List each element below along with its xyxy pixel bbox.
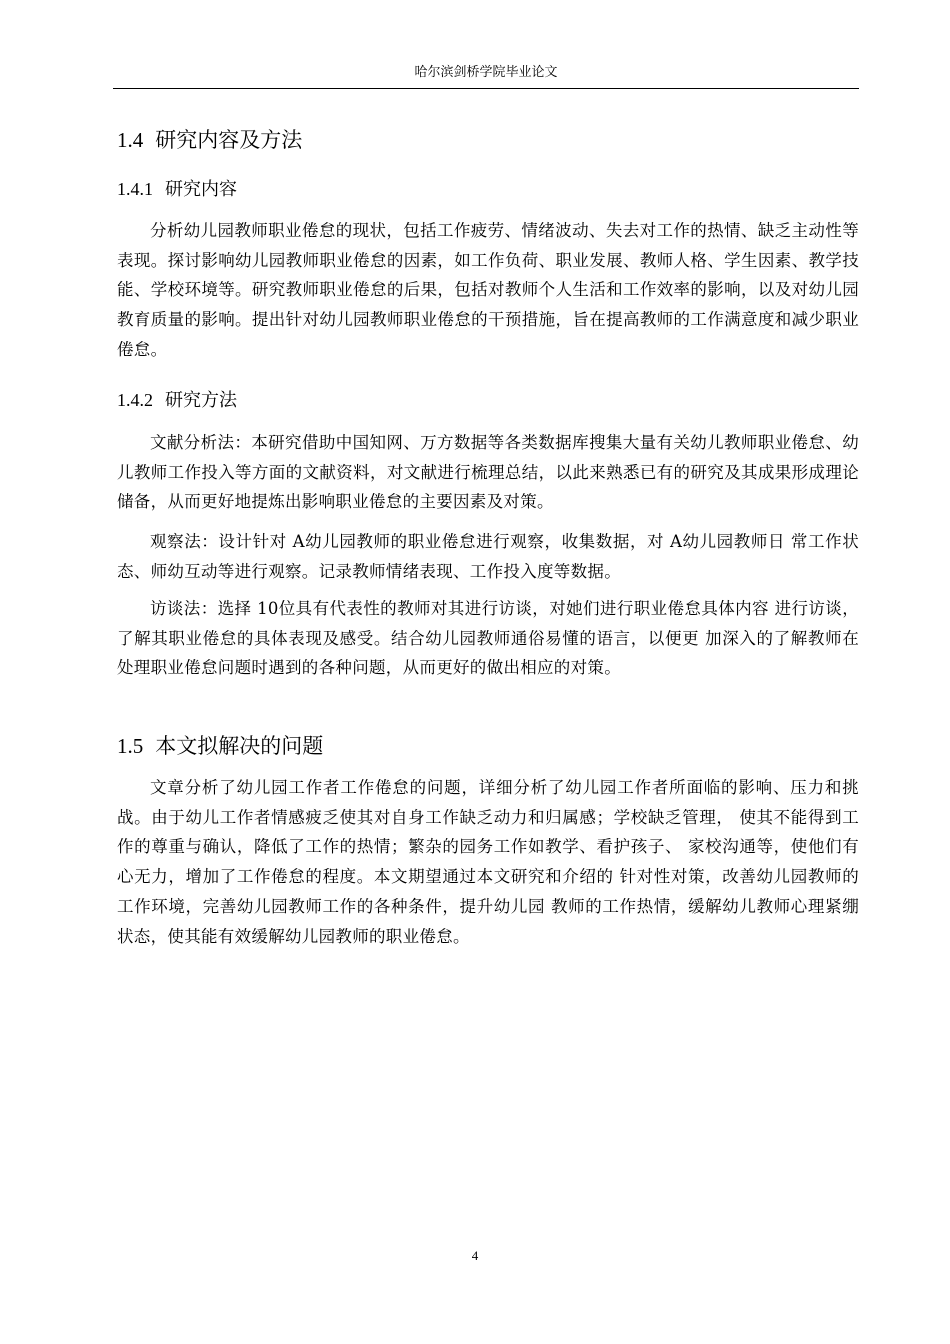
heading-title: 研究方法 bbox=[165, 390, 237, 411]
paragraph-interview-method: 访谈法：选择 10位具有代表性的教师对其进行访谈，对她们进行职业倦怠具体内容 进行访谈，了解其职业倦怠的具体表现及感受。结合幼儿园教师通俗易懂的语言，以便更 加深入的了解教师在处理职业倦怠问题时遇到的各种问题，从而更好的做出相应的对策。 bbox=[117, 599, 859, 678]
heading-number: 1.5 bbox=[117, 734, 144, 758]
running-header: 哈尔滨剑桥学院毕业论文 bbox=[414, 65, 558, 80]
header-rule bbox=[113, 88, 859, 89]
heading-1-4 bbox=[117, 126, 302, 154]
heading-1-4-2 bbox=[117, 387, 237, 414]
paragraph-observation-method: 观察法：设计针对 A幼儿园教师的职业倦怠进行观察，收集数据，对 A幼儿园教师日 常工作状态、师幼互动等进行观察。记录教师情绪表现、工作投入度等数据。 bbox=[117, 532, 859, 581]
heading-title: 研究内容及方法 bbox=[155, 128, 303, 152]
heading-title: 研究内容 bbox=[165, 179, 237, 200]
paragraph-problems: 文章分析了幼儿园工作者工作倦怠的问题，详细分析了幼儿园工作者所面临的影响、压力和挑战。由于幼儿工作者情感疲乏使其对自身工作缺乏动力和归属感；学校缺乏管理， 使其不能得到工作的尊重与确认，降低了工作的热情；繁杂的园务工作如教学、看护孩子、 家校沟通等，使他们有心无力，增加了工作倦怠的程度。本文期望通过本文研究和介绍的 针对性对策，改善幼儿园教师的工作环境，完善幼儿园教师工作的各种条件，提升幼儿园 教师的工作热情，缓解幼儿教师心理紧绷状态，使其能有效缓解幼儿园教师的职业倦怠。 bbox=[117, 778, 859, 946]
heading-title: 本文拟解决的问题 bbox=[155, 734, 324, 758]
heading-number: 1.4 bbox=[117, 128, 144, 152]
page-number: 4 bbox=[471, 1248, 479, 1263]
paragraph-research-content: 分析幼儿园教师职业倦怠的现状，包括工作疲劳、情绪波动、失去对工作的热情、缺乏主动性等表现。探讨影响幼儿园教师职业倦怠的因素，如工作负荷、职业发展、教师人格、学生因素、教学技能、学校环境等。研究教师职业倦怠的后果，包括对教师个人生活和工作效率的影响，以及对幼儿园教育质量的影响。提出针对幼儿园教师职业倦怠的干预措施，旨在提高教师的工作满意度和减少职业倦怠。 bbox=[117, 221, 859, 359]
heading-1-5 bbox=[117, 732, 323, 760]
heading-number: 1.4.2 bbox=[117, 390, 153, 410]
paragraph-literature-method: 文献分析法：本研究借助中国知网、万方数据等各类数据库搜集大量有关幼儿教师职业倦怠、幼儿教师工作投入等方面的文献资料，对文献进行梳理总结，以此来熟悉已有的研究及其成果形成理论储备，从而更好地提炼出影响职业倦怠的主要因素及对策。 bbox=[117, 433, 859, 512]
heading-number: 1.4.1 bbox=[117, 179, 153, 199]
heading-1-4-1 bbox=[117, 176, 237, 203]
